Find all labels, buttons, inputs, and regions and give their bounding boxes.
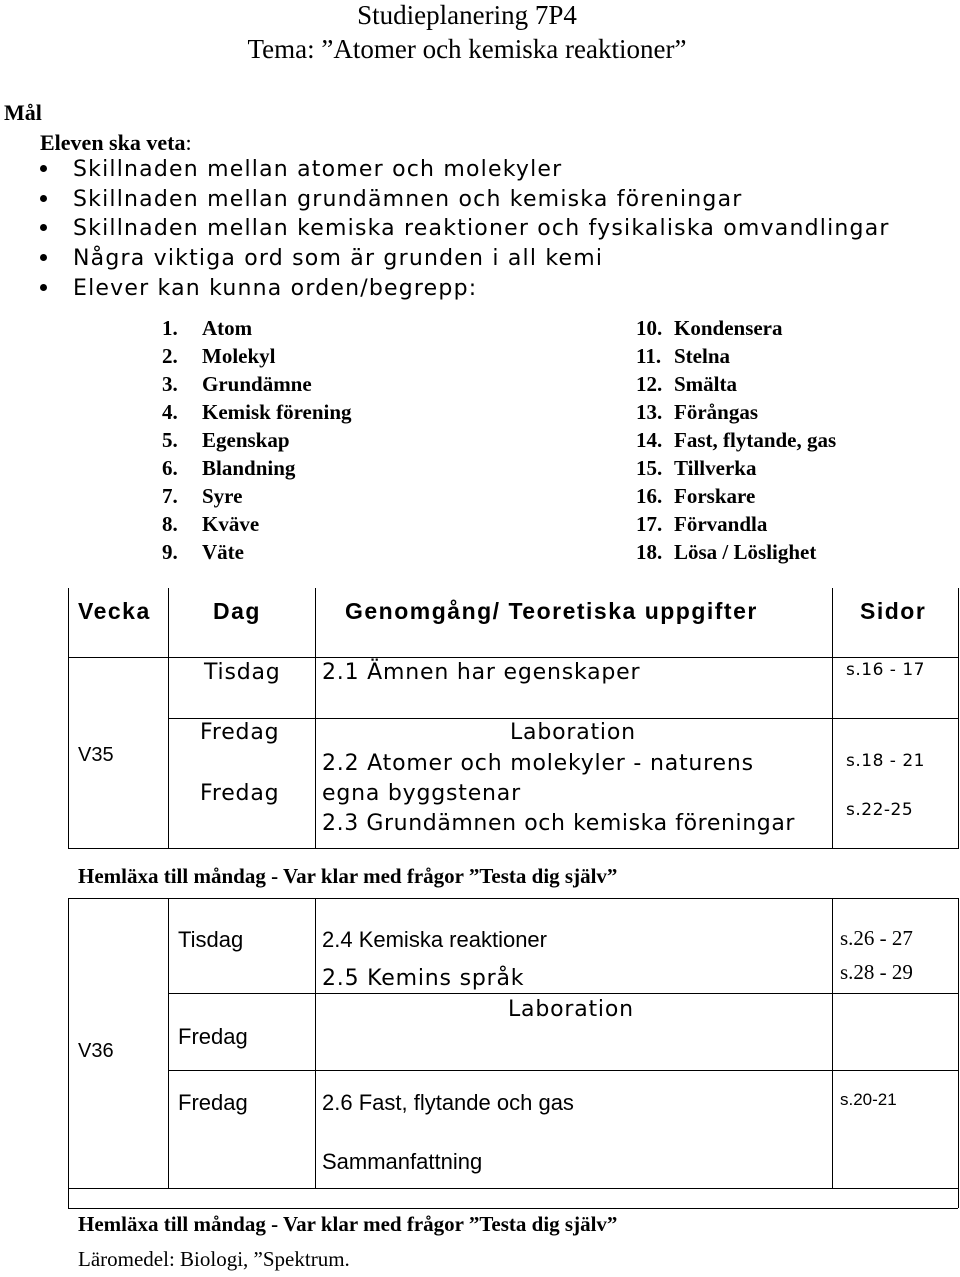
table-border (832, 898, 833, 1188)
term-item: 18. Lösa / Löslighet (636, 540, 817, 564)
bullet-icon (40, 284, 47, 291)
bullet-icon (40, 224, 47, 231)
lab-cell: Laboration (508, 997, 634, 1022)
table-border (168, 718, 958, 719)
table-border (958, 657, 959, 849)
header-topic: Genomgång/ Teoretiska uppgifter (345, 598, 758, 624)
bullet-icon (40, 254, 47, 261)
lab-cell: Laboration (510, 720, 636, 745)
table-border (168, 657, 169, 849)
day-cell: Fredag (200, 720, 280, 745)
day-cell: Fredag (178, 1090, 248, 1115)
term-item: 13. Förångas (636, 400, 758, 424)
term-item: 1. Atom (162, 316, 253, 340)
table-border (832, 588, 833, 658)
topic-cell: egna byggstenar (322, 781, 521, 806)
table-border (68, 1208, 958, 1209)
pages-cell: s.22-25 (846, 800, 914, 820)
term-item: 2. Molekyl (162, 344, 276, 368)
table-border (315, 657, 316, 849)
pages-cell: s.26 - 27 (840, 926, 913, 950)
day-cell: Tisdag (204, 660, 281, 685)
term-item: 12. Smälta (636, 372, 737, 396)
term-item: 14. Fast, flytande, gas (636, 428, 837, 452)
table-border (68, 1188, 958, 1189)
homework-note: Hemläxa till måndag - Var klar med frågor ”Testa dig själv” (78, 1212, 618, 1236)
topic-cell: 2.6 Fast, flytande och gas (322, 1090, 574, 1115)
term-item: 10. Kondensera (636, 316, 783, 340)
table-border (68, 898, 958, 899)
term-item: 15. Tillverka (636, 456, 757, 480)
homework-note: Hemläxa till måndag - Var klar med frågor ”Testa dig själv” (78, 864, 618, 888)
pages-cell: s.28 - 29 (840, 960, 913, 984)
table-border (832, 657, 833, 849)
topic-cell: 2.5 Kemins språk (322, 966, 525, 991)
goal-bullet: Några viktiga ord som är grunden i all kemi (40, 246, 603, 271)
day-cell: Fredag (200, 781, 280, 806)
page-subtitle: Tema: ”Atomer och kemiska reaktioner” (247, 34, 687, 64)
term-item: 16. Forskare (636, 484, 756, 508)
bullet-icon (40, 195, 47, 202)
footer-note: Läromedel: Biologi, ”Spektrum. (78, 1247, 350, 1271)
goal-bullet: Skillnaden mellan atomer och molekyler (40, 157, 562, 182)
term-item: 11. Stelna (636, 344, 731, 368)
header-week: Vecka (78, 598, 151, 624)
topic-cell: Sammanfattning (322, 1149, 483, 1174)
topic-cell: 2.3 Grundämnen och kemiska föreningar (322, 811, 796, 836)
header-pages: Sidor (860, 598, 927, 624)
pages-cell: s.20-21 (840, 1090, 897, 1109)
term-item: 6. Blandning (162, 456, 296, 480)
table-border (958, 898, 959, 1208)
term-item: 9. Väte (162, 540, 244, 564)
week-label: V35 (78, 744, 114, 766)
bullet-icon (40, 165, 47, 172)
header-day: Dag (213, 598, 261, 624)
term-item: 7. Syre (162, 484, 243, 508)
pages-cell: s.16 - 17 (846, 660, 925, 680)
table-border (168, 898, 169, 1188)
table-border (68, 657, 69, 849)
term-item: 3. Grundämne (162, 372, 312, 396)
topic-cell: 2.2 Atomer och molekyler - naturens (322, 751, 754, 776)
pages-cell: s.18 - 21 (846, 751, 925, 771)
table-border (168, 588, 169, 658)
table-border (958, 588, 959, 658)
term-item: 4. Kemisk förening (162, 400, 352, 424)
table-border (315, 898, 316, 1188)
goal-bullet: Skillnaden mellan kemiska reaktioner och fysikaliska omvandlingar (40, 216, 890, 241)
table-border (68, 588, 69, 658)
table-border (68, 898, 69, 1208)
goal-bullet: Skillnaden mellan grundämnen och kemiska föreningar (40, 187, 743, 212)
table-border (68, 657, 958, 658)
goal-bullet: Elever kan kunna orden/begrepp: (40, 276, 477, 301)
table-border (68, 848, 958, 849)
goals-heading: Mål (4, 100, 42, 125)
term-item: 8. Kväve (162, 512, 260, 536)
table-border (168, 1070, 958, 1071)
table-border (168, 993, 958, 994)
page-title: Studieplanering 7P4 (357, 0, 577, 30)
day-cell: Tisdag (178, 927, 244, 952)
topic-cell: 2.4 Kemiska reaktioner (322, 927, 547, 952)
term-item: 5. Egenskap (162, 428, 290, 452)
table-border (315, 588, 316, 658)
goals-intro: Eleven ska veta: (40, 130, 192, 155)
term-item: 17. Förvandla (636, 512, 768, 536)
day-cell: Fredag (178, 1024, 248, 1049)
week-label: V36 (78, 1040, 114, 1062)
topic-cell: 2.1 Ämnen har egenskaper (322, 660, 641, 685)
